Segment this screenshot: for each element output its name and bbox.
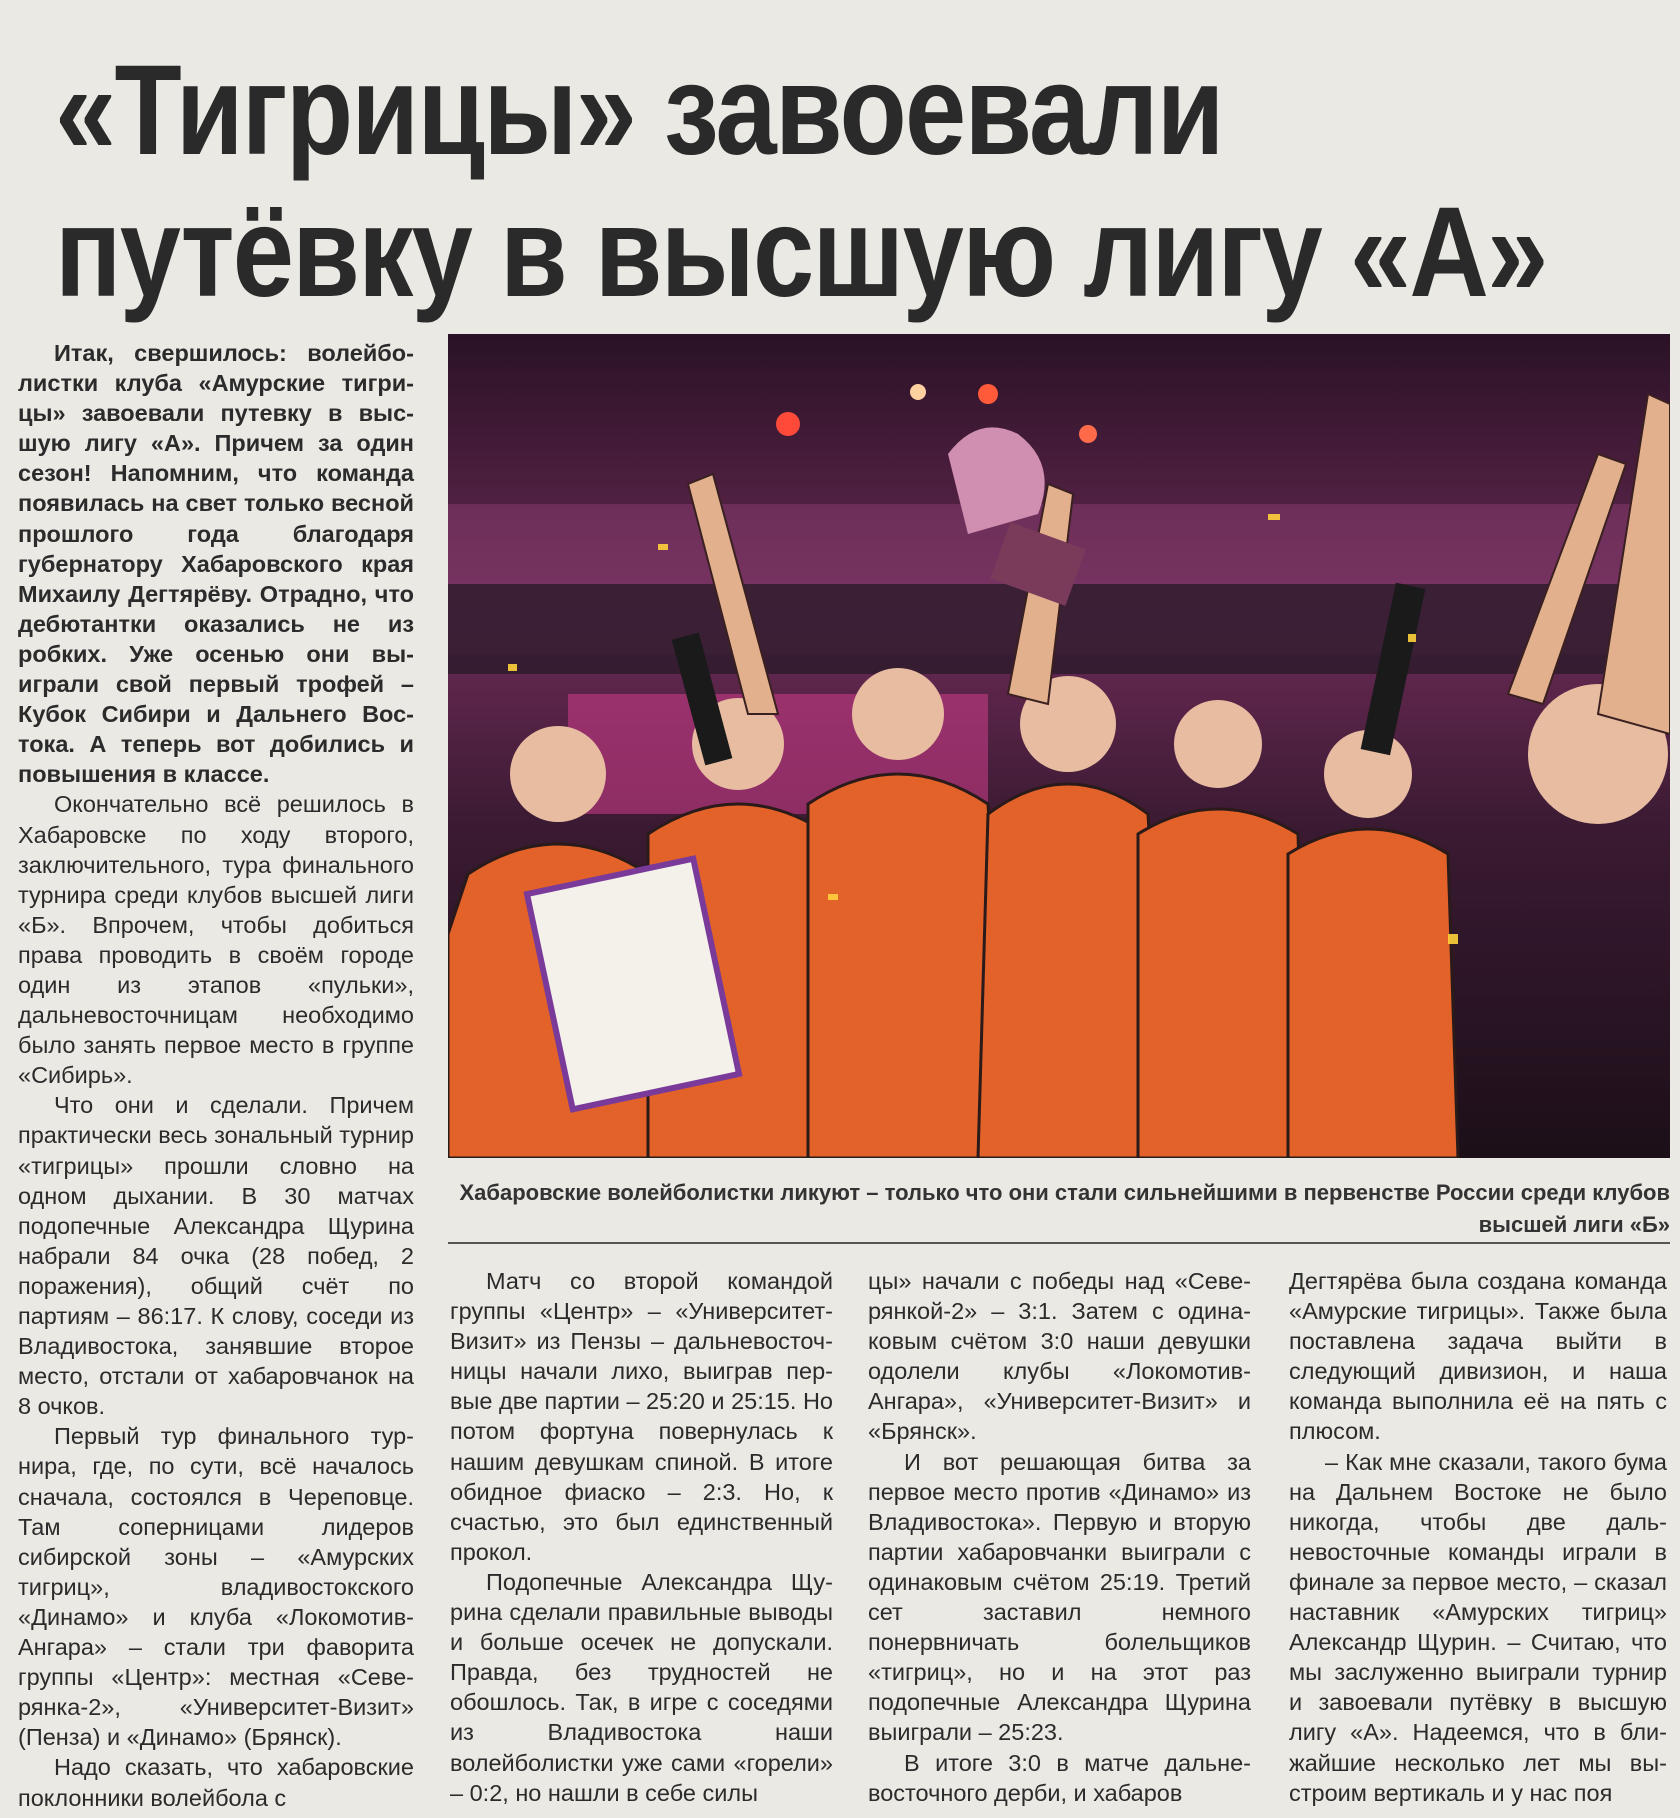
headline-line-1: «Тигрицы» завоевали xyxy=(55,39,1223,182)
lead-paragraph: Итак, свершилось: волейболистки клуба «Амурские тигрицы» завоевали путевку в высшую лигу «А». Причем за один сезон! Напомним, что команда появилась на свет только весной прошлого года благодаря губернатору Хабаровского края Михаилу Дегтярёву. Отрадно, что дебютантки оказались не из робких. Уже осенью они выиграли свой первый трофей – Кубок Сибири и Дальнего Востока. А теперь вот добились и повышения в классе. xyxy=(18,340,414,788)
paragraph: цы» начали с победы над «Северянкой-2» – 3:1. Затем с одинаковым счётом 3:0 наши девушки одолели клубы «Локомотив-Ангара», «Университет-Визит» и «Брянск». xyxy=(868,1268,1251,1445)
paragraph: Дегтярёва была создана команда «Амурские тигрицы». Также была поставлена задача выйти в следующий дивизион, и наша команда выполнила её на пять с плюсом. xyxy=(1289,1268,1667,1445)
paragraph: Что они и сделали. Причем практически весь зональный турнир «тигрицы» прошли словно на одном дыхании. В 30 матчах подопечные Александра Щурина набрали 84 очка (28 побед, 2 поражения), общий счёт по партиям – 86:17. К слову, соседи из Владивостока, занявшие второе место, отстали от хабаровчанок на 8 очков. xyxy=(18,1092,414,1420)
photo-caption: Хабаровские волейболистки ликуют – только что они стали сильнейшими в первенстве России среди клубов высшей лиги «Б» xyxy=(459,1180,1670,1237)
column-3 xyxy=(868,1266,1251,1808)
article-headline xyxy=(55,39,1547,324)
paragraph: Матч со второй командой группы «Центр» – «Университет-Визит» из Пензы – дальневосточницы начали лихо, выиграв первые две партии – 25:20 и 25:15. Но потом фортуна повернулась к нашим девушкам спиной. В итоге обидное фиаско – 2:3. Но, к счастью, это был единственный прокол. xyxy=(450,1268,833,1565)
paragraph: Первый тур финального турнира, где, по сути, всё началось сначала, состоялся в Череповце. Там соперницами лидеров сибирской зоны – «Амурских тигриц», владивостокского «Динамо» и клуба «Локомотив-Ангара» – стали три фаворита группы «Центр»: местная «Северянка-2», «Университет-Визит» (Пенза) и «Динамо» (Брянск). xyxy=(18,1423,414,1751)
paragraph: И вот решающая битва за первое место против «Динамо» из Владивостока». Первую и вторую партии хабаровчанки выиграли с одинаковым счётом 25:19. Третий сет заставил немного понервничать болельщиков «тигриц», но и на этот раз подопечные Александра Щурина выиграли – 25:23. xyxy=(868,1448,1251,1746)
paragraph: Окончательно всё решилось в Хабаровске по ходу второго, заключительного, тура финального турнира среди клубов высшей лиги «Б». Впрочем, чтобы добиться права проводить в своём городе один из этапов «пульки», дальневосточницам необходимо было занять первое место в группе «Сибирь». xyxy=(18,791,414,1089)
column-2 xyxy=(450,1266,833,1808)
paragraph: В итоге 3:0 в матче дальневосточного дерби, и хабаров xyxy=(868,1749,1251,1806)
paragraph: Надо сказать, что хабаровские поклонники волейбола с xyxy=(18,1754,414,1811)
team-celebration-photo xyxy=(448,334,1670,1158)
column-1 xyxy=(18,338,414,1813)
column-4 xyxy=(1289,1266,1667,1808)
paragraph: – Как мне сказали, такого бума на Дальнем Востоке не было никогда, чтобы две дальневосточные команды играли в финале за первое место, – сказал наставник «Амурских тигриц» Александр Щурин. – Считаю, что мы заслуженно выиграли турнир и завоевали путёвку в высшую лигу «А». Надеемся, что в ближайшие несколько лет мы выстроим вертикаль и у нас поя xyxy=(1289,1448,1667,1806)
paragraph: Подопечные Александра Щурина сделали правильные выводы и больше осечек не допускали. Правда, без трудностей не обошлось. Так, в игре с соседями из Владивостока наши волейболистки уже сами «горели» – 0:2, но нашли в себе силы xyxy=(450,1568,833,1806)
divider xyxy=(448,1242,1670,1244)
headline-line-2: путёвку в высшую лигу «А» xyxy=(55,181,1547,324)
